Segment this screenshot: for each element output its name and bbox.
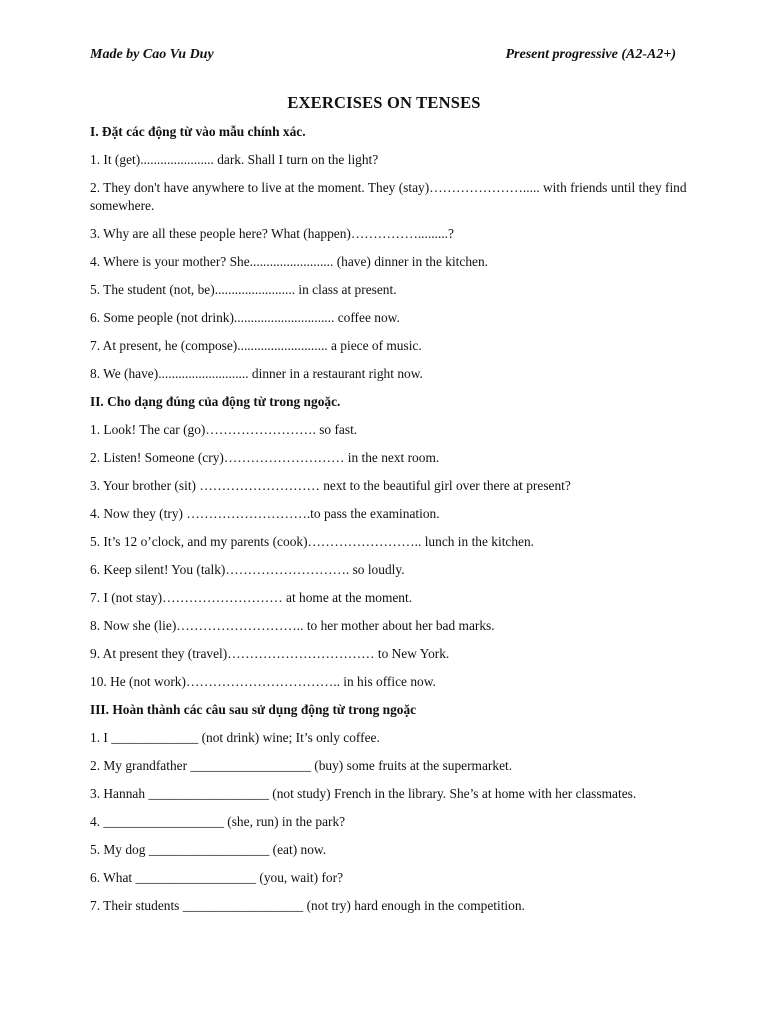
exercise-item: 1. Look! The car (go)……………………. so fast. [90, 422, 358, 437]
exercise-item: 6. Some people (not drink).............................. coffee now. [90, 310, 400, 325]
exercise-item: 5. My dog __________________ (eat) now. [90, 842, 327, 857]
exercise-item: 7. I (not stay)……………………… at home at the moment. [90, 590, 413, 605]
exercise-item: 8. Now she (lie)……………………….. to her mother about her bad marks. [90, 618, 495, 633]
exercise-item: 9. At present they (travel)…………………………… to New York. [90, 646, 450, 661]
exercise-item: 2. My grandfather __________________ (buy) some fruits at the supermarket. [90, 758, 513, 773]
exercise-item: 3. Why are all these people here? What (happen)…………….........? [90, 226, 454, 241]
exercise-item: 2. They don't have anywhere to live at the moment. They (stay)…………………..... with friends until they find somewhere. [90, 180, 687, 213]
section-heading-1: I. Đặt các động từ vào mẫu chính xác. [90, 124, 306, 139]
exercise-item: 5. The student (not, be)........................ in class at present. [90, 282, 397, 297]
exercise-item: 6. Keep silent! You (talk)………………………. so loudly. [90, 562, 405, 577]
exercise-item: 1. I _____________ (not drink) wine; It’s only coffee. [90, 730, 380, 745]
exercise-item: 7. Their students __________________ (not try) hard enough in the competition. [90, 898, 525, 913]
exercise-item: 8. We (have)........................... dinner in a restaurant right now. [90, 366, 423, 381]
section-heading-2: II. Cho dạng đúng của động từ trong ngoặc. [90, 394, 341, 409]
exercise-content [90, 123, 688, 925]
exercise-item: 7. At present, he (compose)........................... a piece of music. [90, 338, 422, 353]
exercise-item: 4. __________________ (she, run) in the park? [90, 814, 346, 829]
exercise-item: 10. He (not work)…………………………….. in his office now. [90, 674, 436, 689]
exercise-item: 4. Now they (try) ……………………….to pass the examination. [90, 506, 440, 521]
exercise-item: 3. Your brother (sit) ……………………… next to the beautiful girl over there at present? [90, 478, 571, 493]
level-label: Present progressive (A2-A2+) [505, 47, 676, 62]
exercise-item: 3. Hannah __________________ (not study) French in the library. She’s at home with her classmates. [90, 786, 637, 801]
exercise-item: 4. Where is your mother? She......................... (have) dinner in the kitchen. [90, 254, 489, 269]
exercise-item: 6. What __________________ (you, wait) for? [90, 870, 344, 885]
section-heading-3: III. Hoàn thành các câu sau sử dụng động từ trong ngoặc [90, 702, 417, 717]
exercise-item: 5. It’s 12 o’clock, and my parents (cook)…………………….. lunch in the kitchen. [90, 534, 535, 549]
exercise-item: 2. Listen! Someone (cry)……………………… in the next room. [90, 450, 440, 465]
author-credit: Made by Cao Vu Duy [90, 47, 214, 62]
page-title: EXERCISES ON TENSES [287, 93, 481, 112]
exercise-item: 1. It (get)...................... dark. Shall I turn on the light? [90, 152, 379, 167]
